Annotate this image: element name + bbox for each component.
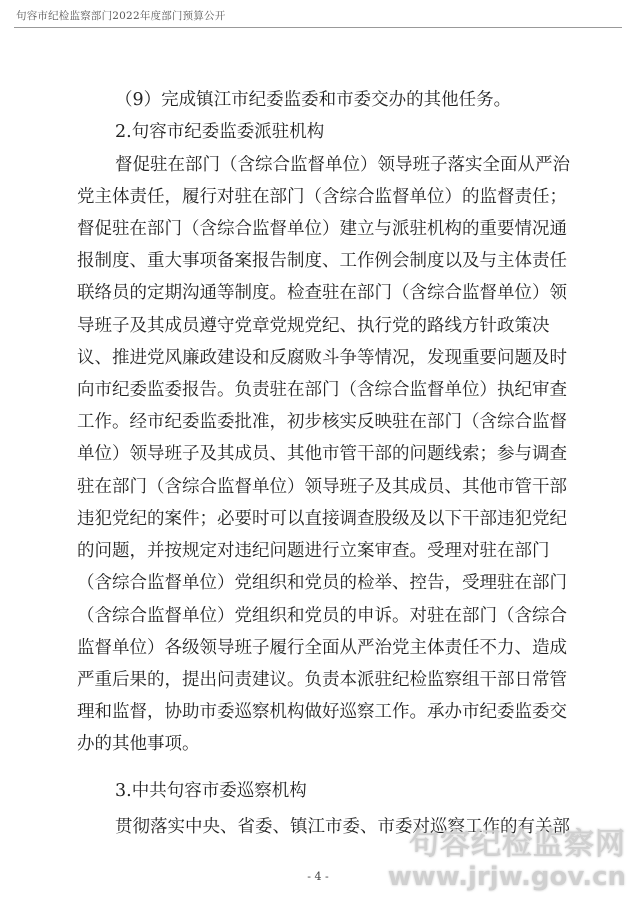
paragraph-line: 理和监督，协助市委巡察机构做好巡察工作。承办市纪委监委交 [77,702,567,722]
paragraph-line: 违犯党纪的案件；必要时可以直接调查股级及以下干部违犯党纪 [77,509,567,529]
paragraph-line: 督促驻在部门（含综合监督单位）领导班子落实全面从严治 [115,155,570,175]
paragraph-line: 向市纪委监委报告。负责驻在部门（含综合监督单位）执纪审查 [77,380,567,400]
paragraph-line: 议、推进党风廉政建设和反腐败斗争等情况，发现重要问题及时 [77,348,567,368]
paragraph-line: 的问题，并按规定对违纪问题进行立案审查。受理对驻在部门 [77,541,550,561]
site-watermark [388,828,626,892]
paragraph-line: 联络员的定期沟通等制度。检查驻在部门（含综合监督单位）领 [77,283,567,303]
paragraph-line: 督促驻在部门（含综合监督单位）建立与派驻机构的重要情况通 [77,219,567,239]
paragraph-line: 工作。经市纪委监委批准，初步核实反映驻在部门（含综合监督 [77,412,567,432]
paragraph-line: 贯彻落实中央、省委、镇江市委、市委对巡察工作的有关部 [115,817,570,837]
paragraph-line: 报制度、重大事项备案报告制度、工作例会制度以及与主体责任 [77,251,567,271]
watermark-url: www.jrjw.gov.cn [387,862,626,892]
paragraph-line: 监督单位）各级领导班子履行全面从严治党主体责任不力、造成 [77,638,567,658]
running-header: 句容市纪检监察部门2022年度部门预算公开 [16,10,226,22]
section-heading: 2.句容市纪委监委派驻机构 [115,122,325,142]
paragraph-line: 单位）领导班子及其成员、其他市管干部的问题线索；参与调查 [77,444,567,464]
paragraph-line: 驻在部门（含综合监督单位）领导班子及其成员、其他市管干部 [77,477,567,497]
page-number: - 4 - [307,870,329,883]
paragraph-line: （含综合监督单位）党组织和党员的申诉。对驻在部门（含综合 [77,606,567,626]
paragraph-line: （9）完成镇江市纪委监委和市委交办的其他任务。 [115,90,512,110]
header-rule [14,27,622,28]
watermark-title: 句容纪检监察网 [409,827,626,862]
paragraph-line: 党主体责任，履行对驻在部门（含综合监督单位）的监督责任； [77,187,567,207]
section-heading: 3.中共句容市委巡察机构 [115,781,307,801]
paragraph-line: 办的其他事项。 [77,734,200,754]
paragraph-line: 导班子及其成员遵守党章党规党纪、执行党的路线方针政策决 [77,316,550,336]
paragraph-line: （含综合监督单位）党组织和党员的检举、控告，受理驻在部门 [77,573,567,593]
paragraph-line: 严重后果的，提出问责建议。负责本派驻纪检监察组干部日常管 [77,670,567,690]
